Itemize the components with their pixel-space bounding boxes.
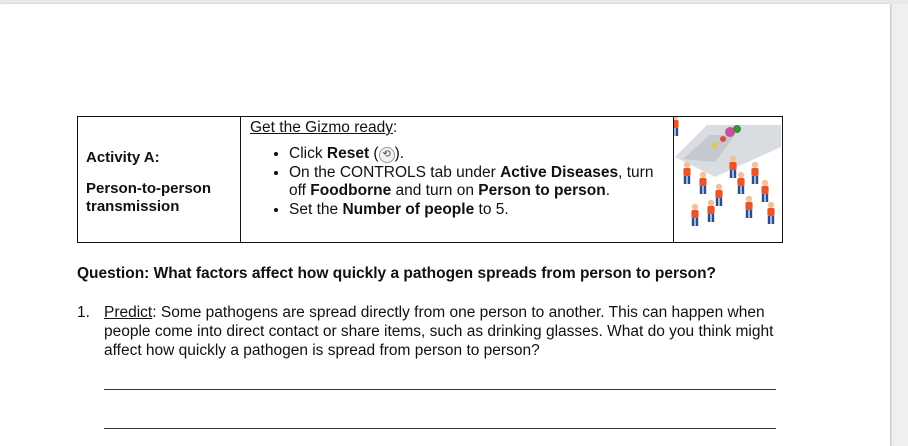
step-item (289, 164, 673, 201)
thumbnail-cell (674, 117, 783, 243)
activity-subtitle: Person-to-person transmission (86, 180, 212, 215)
ready-heading-colon: : (393, 119, 398, 136)
reset-icon: ⟲ (379, 147, 395, 163)
document-page (0, 4, 890, 446)
activity-label-cell (78, 117, 241, 243)
step-bold: Person to person (478, 182, 606, 199)
step-bold: Number of people (342, 200, 475, 218)
steps-list (241, 145, 673, 219)
step-text: Set the (289, 200, 343, 218)
predict-body (104, 303, 797, 360)
step-text: to 5. (474, 200, 509, 218)
step-text: , turn off (289, 163, 654, 199)
answer-line[interactable] (104, 428, 776, 429)
step-text: ). (394, 145, 405, 162)
answer-line[interactable] (104, 389, 776, 390)
step-text: On the CONTROLS tab under (289, 163, 501, 181)
predict-label: Predict (104, 304, 153, 321)
item-number: 1. (77, 304, 90, 321)
step-text: Click (289, 145, 327, 162)
step-item (289, 145, 673, 164)
predict-item (77, 303, 797, 360)
ready-heading (250, 119, 673, 137)
activity-table (77, 116, 783, 243)
step-bold: Reset (326, 145, 370, 162)
activity-title: Activity A: (86, 149, 160, 166)
step-item (289, 201, 673, 220)
scrollbar[interactable] (892, 4, 908, 446)
step-text: ( (369, 145, 379, 162)
gizmo-people-illustration (674, 117, 782, 240)
step-text: and turn on (391, 182, 479, 199)
question-heading: Question: What factors affect how quickly a pathogen spreads from person to person? (77, 265, 717, 282)
ready-heading-text: Get the Gizmo ready (250, 119, 394, 136)
instructions-cell (241, 117, 674, 243)
step-text: . (605, 182, 611, 199)
predict-text: : Some pathogens are spread directly from one person to another. This can happen when people come into direct contact or share items, such as drinking glasses. What do you think might affect how quickly a pathogen is spread from person to person? (104, 304, 774, 359)
step-bold: Active Diseases (500, 163, 619, 181)
step-bold: Foodborne (310, 182, 392, 199)
